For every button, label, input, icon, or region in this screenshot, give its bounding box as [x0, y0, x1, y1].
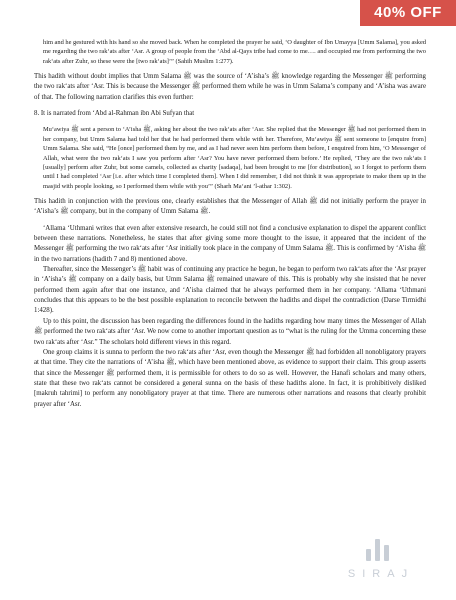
watermark-text: SIRAJ: [347, 568, 415, 580]
body-paragraph: Up to this point, the discussion has been regarding the differences found in the hadiths regarding how many times the Messenger of Allah ﷺ performed the two rak‘ats after ‘Asr. We now come to another important question as to “what is the ruling for the Umma concerning these two rak‘ats after ‘Asr.” The scholars hold different views in this regard.: [34, 317, 426, 346]
book-page: [34, 38, 426, 410]
body-paragraph: Thereafter, since the Messenger’s ﷺ habit was of continuing any practice he begun, he began to perform two rak‘ats after the ‘Asr prayer in ‘A’isha’s ﷺ company on a daily basis, but Umm Salama ﷺ remained unaware of this. This is probably why she insisted that he never performed them again after that one instance, and ‘A’isha claimed that he always performed them in her company. ‘Allama ‘Uthmani concludes that this appears to be the best possible explanation to reconcile between the hadiths and dispel the contradiction (Darse Tirmidhi 1:428).: [34, 266, 426, 315]
numbered-heading: 8. It is narrated from ‘Abd al-Rahman ibn Abi Sufyan that: [34, 110, 195, 118]
body-paragraph: ‘Allama ‘Uthmani writes that even after extensive research, he could still not find a conclusive explanation to dispel the apparent conflict between these narrations. Nonetheless, he states that after giving some more thought to the issue, it appeared that the incident of the Messenger ﷺ performing the two rak‘ats after ‘Asr initially took place in the company of Umm Salama ﷺ. This is confirmed by ‘A’isha ﷺ in the two narrations (hadith 7 and 8) mentioned above.: [34, 224, 427, 263]
body-paragraph: This hadith in conjunction with the previous one, clearly establishes that the Messenger of Allah ﷺ did not initially perform the prayer in ‘A’isha’s ﷺ company, but in the company of Umm Salama ﷺ.: [34, 197, 426, 216]
discount-badge: 40% OFF: [360, 0, 456, 26]
body-paragraph: This hadith without doubt implies that Umm Salama ﷺ was the source of ‘A’isha’s ﷺ knowledge regarding the Messenger ﷺ performing the two rak‘ats after ‘Asr. This is because the Messenger ﷺ performed them while he was in Umm Salama’s company and ‘A’isha was aware of that. The following narration clarifies this even further:: [34, 73, 427, 101]
hadith-quote-continuation: him and he gestured with his hand so she moved back. When he completed the prayer he said, ‘O daughter of Ibn Umayya [Umm Salama], you asked me regarding the two rak‘ats after ‘Asr. A group of people from the ‘Abd al-Qays tribe had come to me…. and occupied me from performing the two rak‘ats after Zuhr, so these were the [two rak‘ats]’” (Sahih Muslim 1:277).: [43, 39, 426, 65]
siraj-logo-icon: [364, 535, 392, 561]
body-paragraph: One group claims it is sunna to perform the two rak‘ats after ‘Asr, even though the Messenger ﷺ had forbidden all nonobligatory prayers at that time. They cite the narrations of ‘A’isha ﷺ, which have been mentioned above, as evidence to support their claim. This group asserts that since the Messenger ﷺ performed them, it is permissible for others to do so as well. However, the Hanafi scholars and many others, state that these two rak‘ats cannot be considered a general sunna on the basis of these hadiths alone. In fact, it is prohibitively disliked [makruh tahrimi] to perform any nonobligatory prayer at that time. There are numerous other narrations and reasons that clearly prohibit prayer after ‘Asr.: [34, 348, 426, 408]
hadith-quote: Mu‘awiya ﷺ sent a person to ‘A’isha ﷺ, asking her about the two rak‘ats after ‘Asr. She replied that the Messenger ﷺ had not performed them in her company, but Umm Salama had told her that he had performed them while with her. Therefore, Mu‘awiya ﷺ sent someone to [enquire from] Umm Salama. She said, “He [once] performed them by me, and as I had never seen him perform them before, I enquired from him, ‘O Messenger of Allah, what were the two rak‘ats I saw you perform after ‘Asr? You have never performed them before.’ He replied, ‘They are the two rak‘ats I [usually] perform after Zuhr, but some camels, collected as charity [sadaqa], had been brought to me [for distribution], so I forgot to perform them until I had completed ‘Asr [i.e. after which time I completed them]. When I did remember, I did not think it was appropriate to make them up in the masjid with people looking, so I performed them while with you’” (Sharh Ma‘ani ’l-athar 1:302).: [43, 126, 426, 190]
siraj-watermark: [328, 535, 428, 580]
